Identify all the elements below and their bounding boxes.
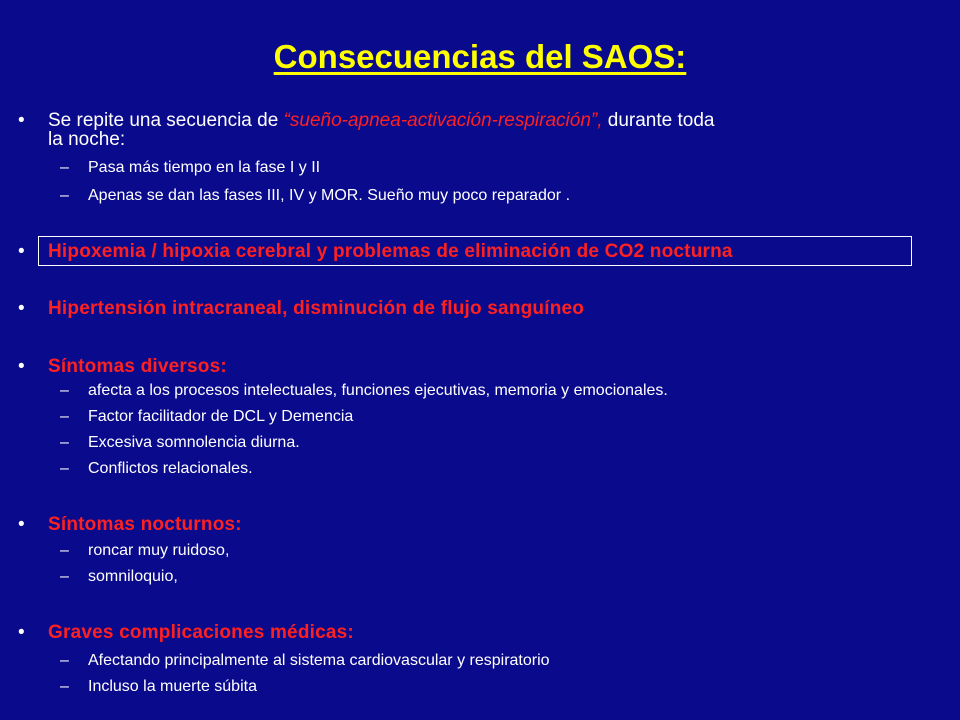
slide-content: • Se repite una secuencia de “sueño-apnea-activación-respiración”, durante toda la noche: – Pasa más tiempo en la fase I y II – Apenas se dan las fases III, IV y MOR. Sueño muy poco reparador . • Hipoxemia / hipoxia cerebral y problemas de eliminación de CO2 nocturna • Hipertensión intracraneal, disminución de flujo sanguíneo • Síntomas diversos: – afecta a los procesos intelectuales, funciones ejecutivas, memoria y emocionales. – Factor facilitador de DCL y Demencia – Excesiva somnolencia diurna. – Conflictos relacionales. • Síntomas nocturnos: – roncar muy ruidoso, – somniloquio, • Graves complicaciones médicas: – Afectando principalmente al sistema cardiovascular y respiratorio – Incluso la muerte súbita <box>0 0 960 720</box>
bullet-nocturnal-heading: Síntomas nocturnos: <box>48 514 242 535</box>
bullet-marker: • <box>18 241 25 262</box>
bullet-complications-heading: Graves complicaciones médicas: <box>48 622 354 643</box>
bullet-hypertension-text: Hipertensión intracraneal, disminución de flujo sanguíneo <box>48 298 585 319</box>
bullet-marker: • <box>18 514 25 535</box>
bullet-sequence-line1: Se repite una secuencia de “sueño-apnea-activación-respiración”, durante toda <box>48 110 715 131</box>
sequence-highlight: “sueño-apnea-activación-respiración”, <box>283 110 603 131</box>
slide-title: Consecuencias del SAOS: <box>273 38 687 75</box>
bullet-marker: • <box>18 356 25 377</box>
bullet-symptoms-heading: Síntomas diversos: <box>48 356 227 377</box>
bullet-marker: • <box>18 110 25 131</box>
bullet-hypoxemia-text: Hipoxemia / hipoxia cerebral y problemas de eliminación de CO2 nocturna <box>48 241 733 262</box>
bullet-marker: • <box>18 622 25 643</box>
bullet-sequence-line2: la noche: <box>48 129 126 150</box>
bullet-marker: • <box>18 298 25 319</box>
